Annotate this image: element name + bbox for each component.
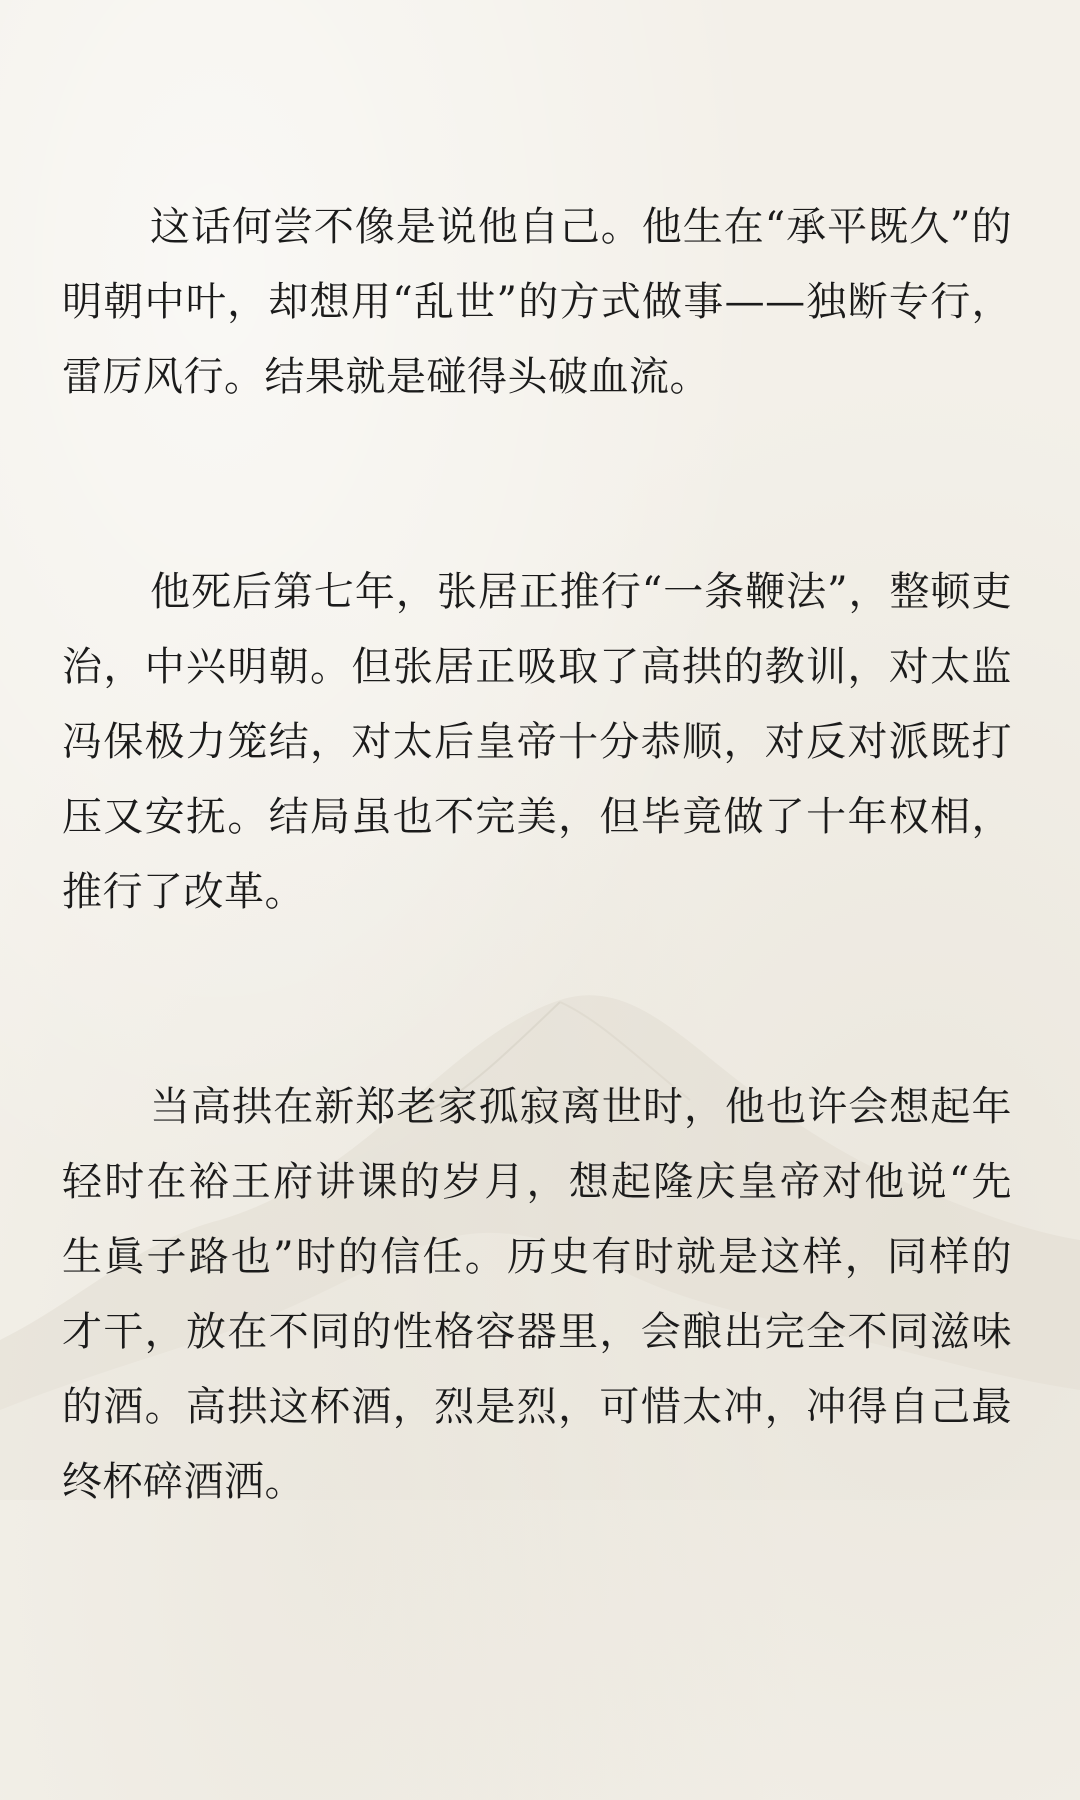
article-body — [62, 190, 1012, 1520]
paragraph-2: 他死后第七年，张居正推行“一条鞭法”，整顿吏治，中兴明朝。但张居正吸取了高拱的教训，对太监冯保极力笼结，对太后皇帝十分恭顺，对反对派既打压又安抚。结局虽也不完美，但毕竟做了十年权相，推行了改革。 — [62, 569, 1012, 915]
paragraph-1: 这话何尝不像是说他自己。他生在“承平既久”的明朝中叶，却想用“乱世”的方式做事——独断专行，雷厉风行。结果就是碰得头破血流。 — [62, 204, 1012, 400]
paragraph-3: 当高拱在新郑老家孤寂离世时，他也许会想起年轻时在裕王府讲课的岁月，想起隆庆皇帝对他说“先生眞子路也”时的信任。历史有时就是这样，同样的才干，放在不同的性格容器里，会酿出完全不同滋味的酒。高拱这杯酒，烈是烈，可惜太冲，冲得自己最终杯碎酒洒。 — [62, 1084, 1012, 1505]
